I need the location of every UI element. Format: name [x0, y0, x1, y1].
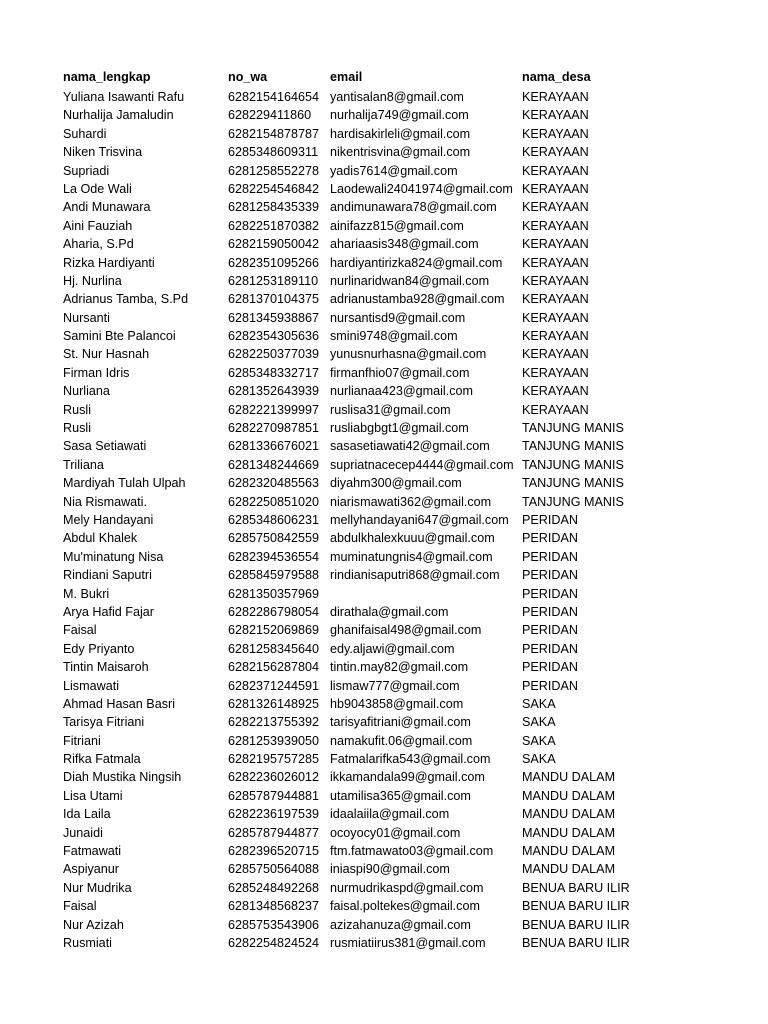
cell-nama-lengkap: Nursanti — [63, 310, 110, 325]
cell-no-wa: 6281258552278 — [228, 163, 320, 178]
cell-nama-lengkap: Samini Bte Palancoi — [63, 329, 176, 344]
table-row — [63, 934, 663, 952]
table-row — [63, 254, 663, 272]
table-body — [63, 88, 663, 952]
cell-no-wa: 6281253939050 — [228, 733, 320, 748]
cell-nama-lengkap: Rusmiati — [63, 935, 112, 950]
cell-nama-desa: KERAYAAN — [522, 329, 589, 344]
cell-email: supriatnacecep4444@gmail.com — [330, 457, 514, 472]
cell-nama-lengkap: Suhardi — [63, 126, 107, 141]
cell-no-wa: 6282250377039 — [228, 347, 320, 362]
cell-nama-desa: SAKA — [522, 752, 556, 767]
cell-nama-desa: KERAYAAN — [522, 90, 589, 104]
cell-no-wa: 6282286798054 — [228, 604, 320, 619]
cell-nama-lengkap: Rusli — [63, 402, 91, 417]
cell-no-wa: 6285787944877 — [228, 825, 320, 840]
cell-nama-desa: BENUA BARU ILIR — [522, 935, 630, 950]
cell-nama-lengkap: Mardiyah Tulah Ulpah — [63, 476, 186, 491]
cell-nama-desa: KERAYAAN — [522, 181, 589, 196]
table-row — [63, 364, 663, 382]
cell-nama-lengkap: Nur Azizah — [63, 917, 124, 932]
cell-email: nurlianaa423@gmail.com — [330, 384, 473, 399]
cell-email: nursantisd9@gmail.com — [330, 310, 466, 325]
cell-no-wa: 6285787944881 — [228, 788, 320, 803]
cell-nama-lengkap: Abdul Khalek — [63, 531, 138, 546]
cell-email: nurmudrikaspd@gmail.com — [330, 880, 484, 895]
cell-email: mellyhandayani647@gmail.com — [330, 512, 509, 527]
cell-no-wa: 6282354305636 — [228, 329, 320, 344]
cell-no-wa: 6285845979588 — [228, 568, 320, 583]
cell-no-wa: 6281370104375 — [228, 292, 320, 307]
cell-nama-desa: MANDU DALAM — [522, 825, 616, 840]
cell-no-wa: 6281258345640 — [228, 641, 320, 656]
cell-email: firmanfhio07@gmail.com — [330, 365, 470, 380]
cell-email: Fatmalarifka543@gmail.com — [330, 752, 491, 767]
table-row — [63, 621, 663, 639]
cell-email: rusmiatiirus381@gmail.com — [330, 935, 486, 950]
cell-nama-lengkap: Niken Trisvina — [63, 145, 143, 160]
cell-no-wa: 6282154164654 — [228, 90, 320, 104]
cell-no-wa: 6282159050042 — [228, 237, 320, 252]
table-row — [63, 382, 663, 400]
cell-email: azizahanuza@gmail.com — [330, 917, 471, 932]
cell-nama-desa: PERIDAN — [522, 604, 578, 619]
data-table — [63, 67, 663, 952]
cell-nama-desa: BENUA BARU ILIR — [522, 880, 630, 895]
cell-nama-lengkap: La Ode Wali — [63, 181, 132, 196]
cell-no-wa: 6285348332717 — [228, 365, 320, 380]
cell-no-wa: 6285348606231 — [228, 512, 320, 527]
cell-nama-desa: BENUA BARU ILIR — [522, 899, 630, 914]
table-row — [63, 437, 663, 455]
table-row — [63, 143, 663, 161]
cell-nama-lengkap: Fatmawati — [63, 844, 122, 859]
cell-email: ghanifaisal498@gmail.com — [330, 623, 482, 638]
cell-nama-desa: KERAYAAN — [522, 365, 589, 380]
cell-no-wa: 6282221399997 — [228, 402, 320, 417]
cell-no-wa: 6282156287804 — [228, 660, 320, 675]
cell-nama-lengkap: Tarisya Fitriani — [63, 715, 145, 730]
cell-email: nikentrisvina@gmail.com — [330, 145, 471, 160]
cell-email: rusliabgbgt1@gmail.com — [330, 421, 469, 436]
table-row — [63, 916, 663, 934]
cell-no-wa: 6285248492268 — [228, 880, 320, 895]
cell-no-wa: 6281348244669 — [228, 457, 320, 472]
cell-nama-desa: KERAYAAN — [522, 273, 589, 288]
table-row — [63, 235, 663, 253]
table-row — [63, 162, 663, 180]
table-row — [63, 842, 663, 860]
table-row — [63, 529, 663, 547]
cell-email: nurhalija749@gmail.com — [330, 108, 469, 123]
cell-nama-lengkap: Ida Laila — [63, 807, 111, 822]
cell-nama-lengkap: Andi Munawara — [63, 200, 151, 215]
cell-nama-desa: MANDU DALAM — [522, 770, 616, 785]
table-row — [63, 732, 663, 750]
cell-no-wa: 6282236026012 — [228, 770, 320, 785]
cell-email: hb9043858@gmail.com — [330, 696, 464, 711]
cell-nama-desa: KERAYAAN — [522, 255, 589, 270]
cell-email: idaalaiila@gmail.com — [330, 807, 450, 822]
cell-email: edy.aljawi@gmail.com — [330, 641, 455, 656]
table-row — [63, 345, 663, 363]
table-row — [63, 548, 663, 566]
cell-nama-desa: KERAYAAN — [522, 218, 589, 233]
cell-nama-desa: SAKA — [522, 696, 556, 711]
cell-no-wa: 6282351095266 — [228, 255, 320, 270]
cell-no-wa: 6281345938867 — [228, 310, 320, 325]
cell-no-wa: 6282394536554 — [228, 549, 320, 564]
table-row — [63, 860, 663, 878]
cell-nama-desa: TANJUNG MANIS — [522, 476, 624, 491]
cell-email: andimunawara78@gmail.com — [330, 200, 497, 215]
cell-nama-desa: KERAYAAN — [522, 292, 589, 307]
table-row — [63, 419, 663, 437]
cell-no-wa: 6282251870382 — [228, 218, 320, 233]
table-row — [63, 750, 663, 768]
cell-no-wa: 628229411860 — [228, 108, 312, 123]
cell-nama-desa: KERAYAAN — [522, 126, 589, 141]
table-row — [63, 456, 663, 474]
cell-email: Laodewali24041974@gmail.com — [330, 181, 513, 196]
cell-email: sasasetiawati42@gmail.com — [330, 439, 490, 454]
cell-nama-desa: BENUA BARU ILIR — [522, 917, 630, 932]
cell-nama-desa: PERIDAN — [522, 531, 578, 546]
cell-email: nurlinaridwan84@gmail.com — [330, 273, 490, 288]
cell-nama-desa: MANDU DALAM — [522, 807, 616, 822]
table-row — [63, 879, 663, 897]
cell-no-wa: 6281348568237 — [228, 899, 320, 914]
cell-nama-lengkap: Aini Fauziah — [63, 218, 133, 233]
cell-email: hardiyantirizka824@gmail.com — [330, 255, 503, 270]
table-row — [63, 401, 663, 419]
table-row — [63, 474, 663, 492]
table-row — [63, 290, 663, 308]
cell-no-wa: 6282236197539 — [228, 807, 320, 822]
column-header-nama-lengkap: nama_lengkap — [63, 70, 151, 84]
cell-nama-lengkap: Nurliana — [63, 384, 110, 399]
cell-no-wa: 6281336676021 — [228, 439, 320, 454]
cell-no-wa: 6281253189110 — [228, 273, 319, 288]
table-row — [63, 897, 663, 915]
cell-email: dirathala@gmail.com — [330, 604, 449, 619]
cell-nama-desa: KERAYAAN — [522, 237, 589, 252]
table-row — [63, 125, 663, 143]
table-row — [63, 180, 663, 198]
cell-nama-lengkap: Sasa Setiawati — [63, 439, 147, 454]
cell-nama-desa: KERAYAAN — [522, 347, 589, 362]
cell-nama-lengkap: Tintin Maisaroh — [63, 660, 149, 675]
cell-nama-desa: KERAYAAN — [522, 402, 589, 417]
cell-email: lismaw777@gmail.com — [330, 678, 460, 693]
table-row — [63, 272, 663, 290]
cell-nama-lengkap: Junaidi — [63, 825, 103, 840]
cell-nama-lengkap: Adrianus Tamba, S.Pd — [63, 292, 189, 307]
cell-email: iniaspi90@gmail.com — [330, 862, 450, 877]
cell-no-wa: 6282254546842 — [228, 181, 320, 196]
cell-nama-desa: SAKA — [522, 733, 556, 748]
cell-nama-lengkap: Nur Mudrika — [63, 880, 132, 895]
table-row — [63, 603, 663, 621]
cell-no-wa: 6282152069869 — [228, 623, 320, 638]
cell-nama-lengkap: Rizka Hardiyanti — [63, 255, 155, 270]
cell-nama-desa: TANJUNG MANIS — [522, 439, 624, 454]
cell-email: hardisakirleli@gmail.com — [330, 126, 471, 141]
cell-no-wa: 6282320485563 — [228, 476, 320, 491]
cell-nama-lengkap: Lismawati — [63, 678, 119, 693]
cell-nama-desa: TANJUNG MANIS — [522, 421, 624, 436]
cell-email: niarismawati362@gmail.com — [330, 494, 492, 509]
cell-nama-lengkap: M. Bukri — [63, 586, 110, 601]
column-header-no-wa: no_wa — [228, 70, 268, 84]
table-row — [63, 327, 663, 345]
table-row — [63, 217, 663, 235]
cell-email: tintin.may82@gmail.com — [330, 660, 469, 675]
cell-nama-lengkap: Aharia, S.Pd — [63, 237, 134, 252]
cell-nama-desa: PERIDAN — [522, 641, 578, 656]
cell-no-wa: 6281352643939 — [228, 384, 320, 399]
cell-no-wa: 6282213755392 — [228, 715, 320, 730]
table-row — [63, 713, 663, 731]
table-row — [63, 658, 663, 676]
cell-email: ikkamandala99@gmail.com — [330, 770, 485, 785]
cell-email: ahariaasis348@gmail.com — [330, 237, 479, 252]
cell-nama-desa: KERAYAAN — [522, 200, 589, 215]
cell-no-wa: 6285753543906 — [228, 917, 320, 932]
cell-nama-desa: KERAYAAN — [522, 145, 589, 160]
cell-email: utamilisa365@gmail.com — [330, 788, 471, 803]
cell-email: diyahm300@gmail.com — [330, 476, 462, 491]
cell-email: yunusnurhasna@gmail.com — [330, 347, 487, 362]
cell-nama-desa: PERIDAN — [522, 568, 578, 583]
cell-no-wa: 6282371244591 — [228, 678, 320, 693]
cell-nama-lengkap: Mely Handayani — [63, 512, 154, 527]
cell-nama-desa: KERAYAAN — [522, 310, 589, 325]
cell-nama-lengkap: Firman Idris — [63, 365, 130, 380]
cell-nama-lengkap: Rusli — [63, 421, 91, 436]
cell-no-wa: 6282154878787 — [228, 126, 320, 141]
cell-nama-lengkap: Faisal — [63, 623, 97, 638]
table-row — [63, 309, 663, 327]
cell-email: faisal.poltekes@gmail.com — [330, 899, 480, 914]
cell-nama-desa: PERIDAN — [522, 549, 578, 564]
table-row — [63, 106, 663, 124]
table-row — [63, 805, 663, 823]
cell-nama-desa: PERIDAN — [522, 586, 578, 601]
cell-nama-desa: KERAYAAN — [522, 108, 589, 123]
cell-nama-desa: PERIDAN — [522, 660, 578, 675]
cell-nama-desa: MANDU DALAM — [522, 788, 616, 803]
cell-nama-lengkap: Hj. Nurlina — [63, 273, 122, 288]
cell-nama-desa: TANJUNG MANIS — [522, 494, 624, 509]
cell-email: muminatungnis4@gmail.com — [330, 549, 493, 564]
cell-nama-lengkap: Triliana — [63, 457, 104, 472]
cell-email: ftm.fatmawato03@gmail.com — [330, 844, 494, 859]
cell-nama-lengkap: Nurhalija Jamaludin — [63, 108, 174, 123]
cell-nama-desa: PERIDAN — [522, 678, 578, 693]
cell-nama-desa: KERAYAAN — [522, 163, 589, 178]
cell-email: adrianustamba928@gmail.com — [330, 292, 505, 307]
table-row — [63, 511, 663, 529]
table-row — [63, 677, 663, 695]
cell-no-wa: 6285750564088 — [228, 862, 320, 877]
cell-email: tarisyafitriani@gmail.com — [330, 715, 471, 730]
cell-no-wa: 6282250851020 — [228, 494, 320, 509]
cell-email: ocoyocy01@gmail.com — [330, 825, 461, 840]
table-row — [63, 493, 663, 511]
cell-email — [330, 585, 522, 603]
cell-nama-lengkap: Lisa Utami — [63, 788, 123, 803]
cell-email: ruslisa31@gmail.com — [330, 402, 451, 417]
table-row — [63, 768, 663, 786]
table-header — [63, 67, 663, 88]
cell-no-wa: 6281326148925 — [228, 696, 320, 711]
column-header-nama-desa: nama_desa — [522, 70, 591, 84]
cell-email: namakufit.06@gmail.com — [330, 733, 473, 748]
cell-no-wa: 6282254824524 — [228, 935, 320, 950]
cell-email: yantisalan8@gmail.com — [330, 90, 464, 104]
cell-no-wa: 6285348609311 — [228, 145, 319, 160]
cell-email: ainifazz815@gmail.com — [330, 218, 464, 233]
cell-nama-lengkap: Edy Priyanto — [63, 641, 135, 656]
cell-no-wa: 6282396520715 — [228, 844, 320, 859]
cell-nama-lengkap: St. Nur Hasnah — [63, 347, 150, 362]
table-row — [63, 585, 663, 603]
table-row — [63, 787, 663, 805]
cell-email: rindianisaputri868@gmail.com — [330, 568, 500, 583]
table-row — [63, 566, 663, 584]
cell-nama-lengkap: Diah Mustika Ningsih — [63, 770, 182, 785]
cell-nama-desa: MANDU DALAM — [522, 844, 616, 859]
cell-no-wa: 6282195757285 — [228, 752, 320, 767]
cell-nama-desa: MANDU DALAM — [522, 862, 616, 877]
cell-nama-lengkap: Rifka Fatmala — [63, 752, 141, 767]
cell-nama-lengkap: Mu'minatung Nisa — [63, 549, 164, 564]
cell-email: abdulkhalexkuuu@gmail.com — [330, 531, 495, 546]
cell-no-wa: 6282270987851 — [228, 421, 320, 436]
cell-nama-desa: SAKA — [522, 715, 556, 730]
table-row — [63, 695, 663, 713]
column-header-email: email — [330, 70, 363, 84]
table-row — [63, 88, 663, 106]
cell-no-wa: 6281258435339 — [228, 200, 320, 215]
table-row — [63, 640, 663, 658]
cell-no-wa: 6281350357969 — [228, 586, 320, 601]
cell-nama-lengkap: Aspiyanur — [63, 862, 120, 877]
cell-nama-lengkap: Fitriani — [63, 733, 101, 748]
table-row — [63, 198, 663, 216]
cell-nama-lengkap: Ahmad Hasan Basri — [63, 696, 175, 711]
cell-email: smini9748@gmail.com — [330, 329, 458, 344]
cell-nama-desa: KERAYAAN — [522, 384, 589, 399]
cell-nama-desa: PERIDAN — [522, 512, 578, 527]
cell-nama-lengkap: Supriadi — [63, 163, 110, 178]
cell-nama-lengkap: Rindiani Saputri — [63, 568, 152, 583]
cell-no-wa: 6285750842559 — [228, 531, 320, 546]
cell-nama-lengkap: Nia Rismawati. — [63, 494, 147, 509]
cell-email: yadis7614@gmail.com — [330, 163, 458, 178]
cell-nama-lengkap: Yuliana Isawanti Rafu — [63, 90, 185, 104]
cell-nama-desa: TANJUNG MANIS — [522, 457, 624, 472]
cell-nama-lengkap: Faisal — [63, 899, 97, 914]
cell-nama-lengkap: Arya Hafid Fajar — [63, 604, 154, 619]
table-row — [63, 824, 663, 842]
cell-nama-desa: PERIDAN — [522, 623, 578, 638]
